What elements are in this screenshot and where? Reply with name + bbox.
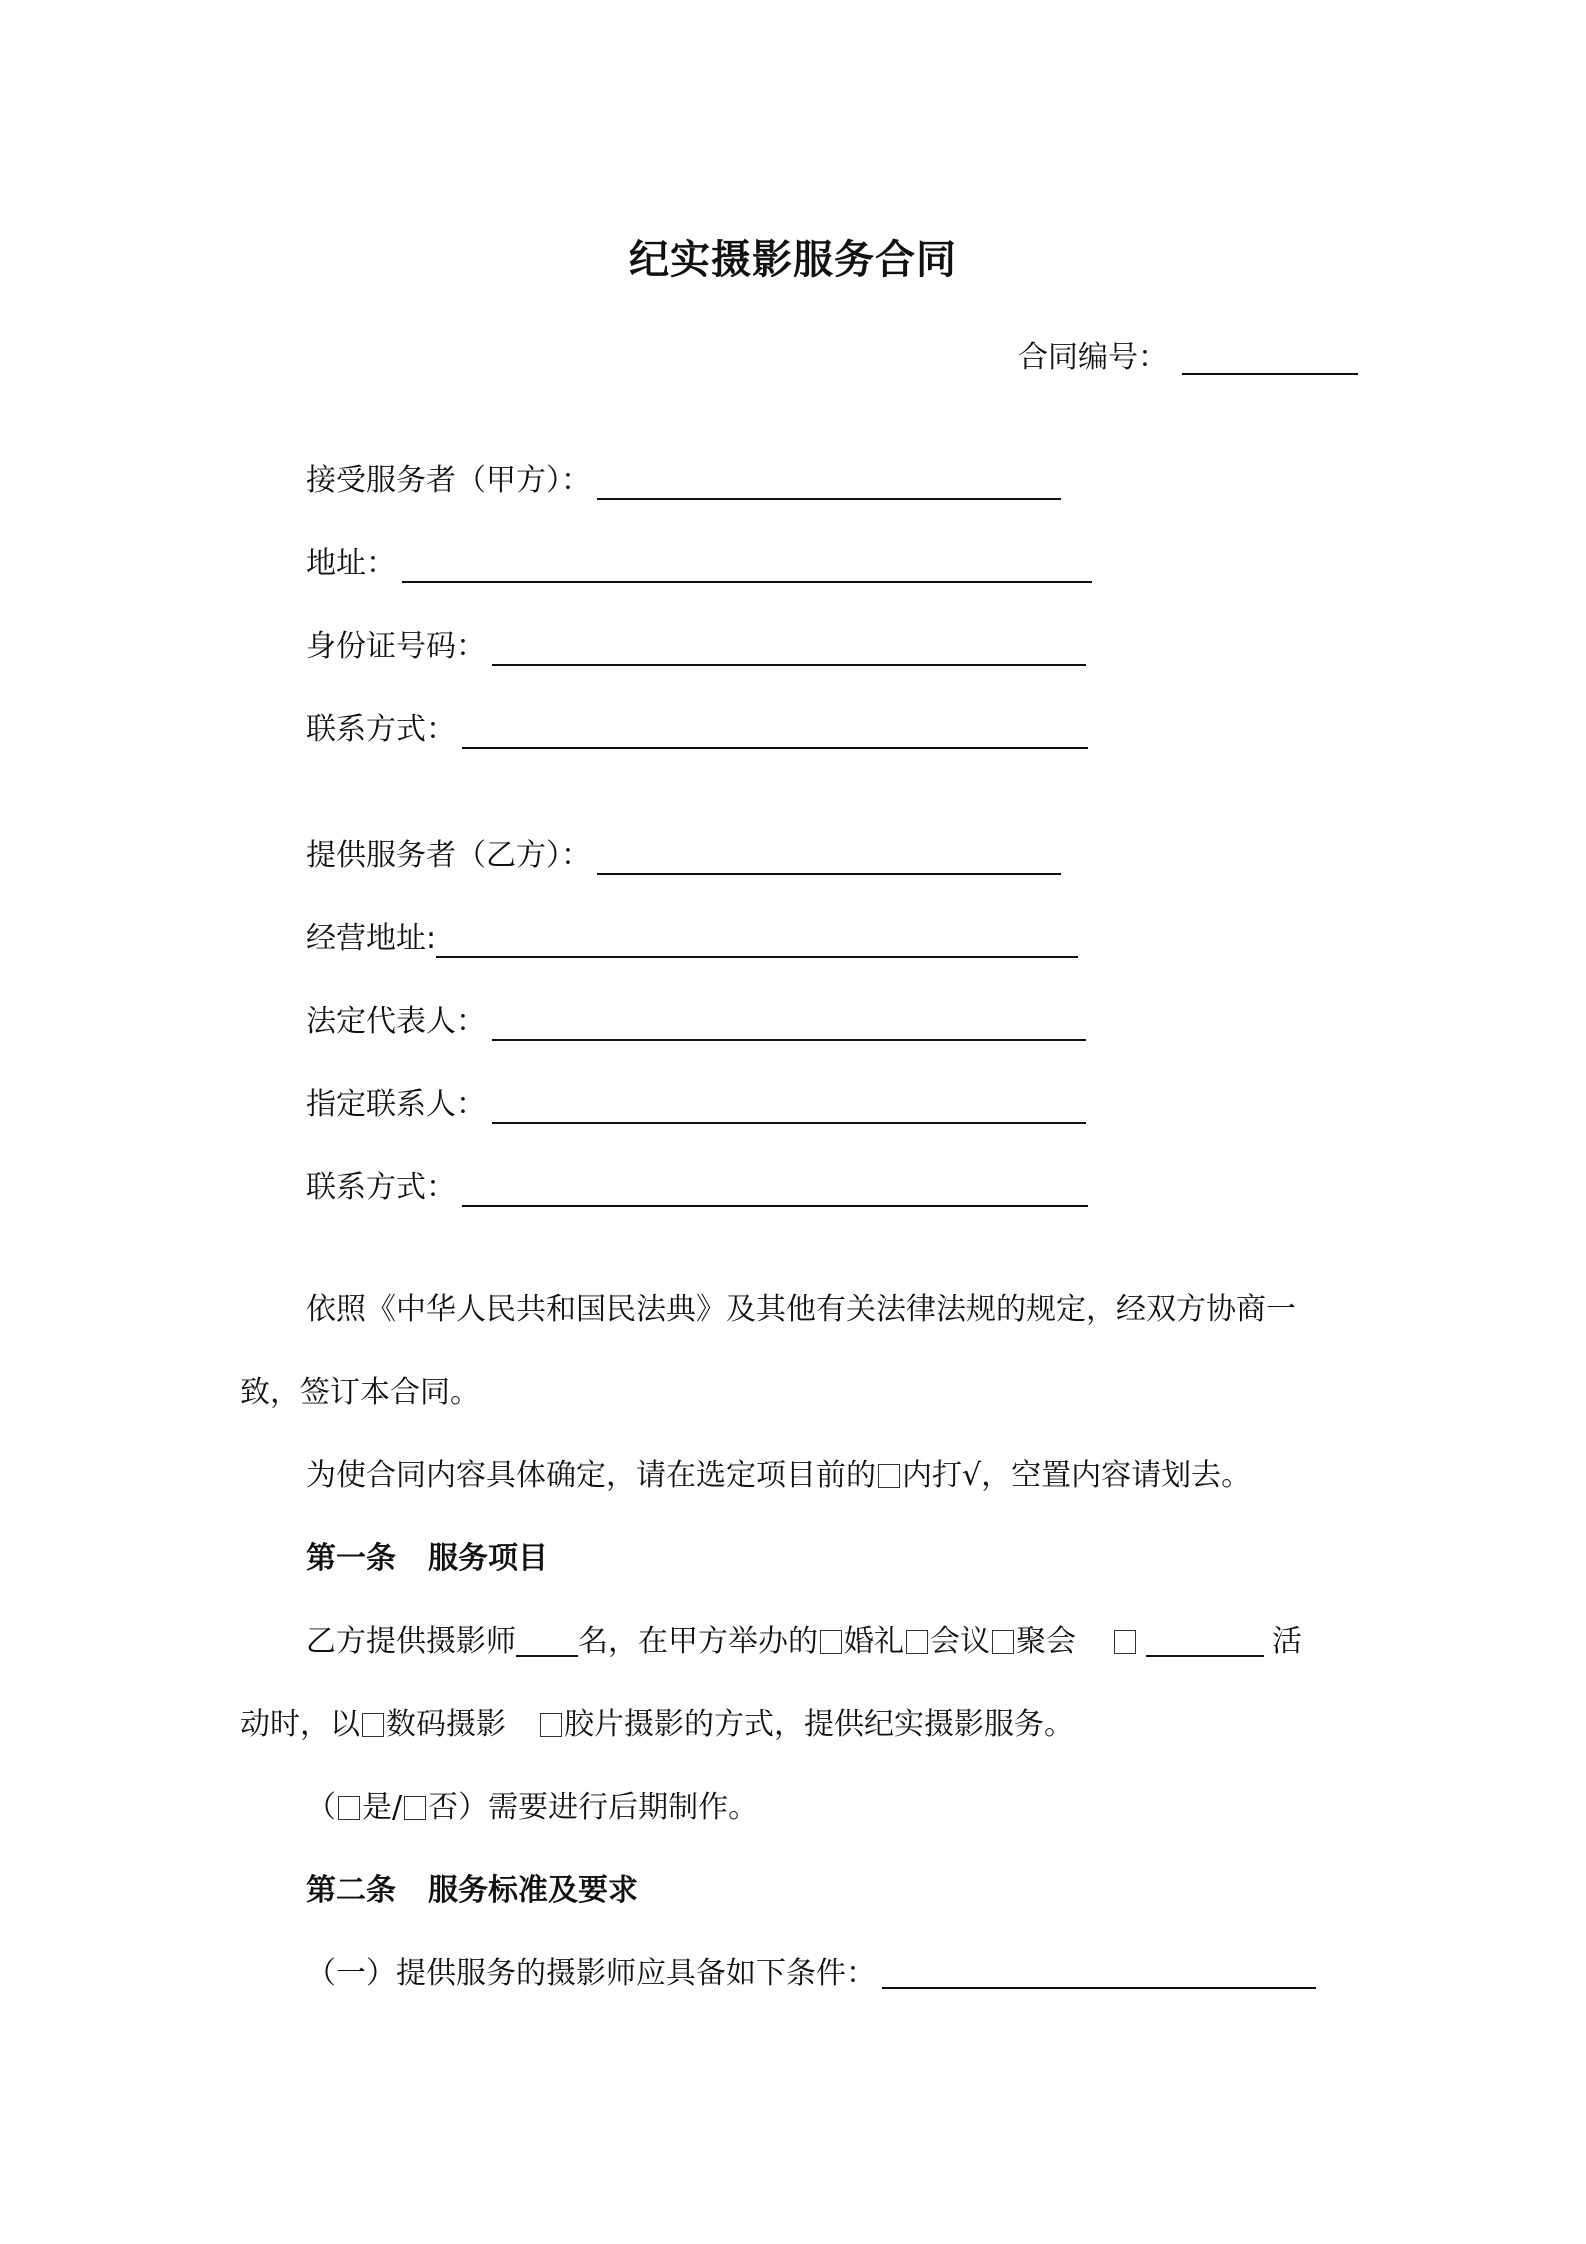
party-b-address-row [306,916,1078,959]
party-b-address-label: 经营地址: [306,921,437,956]
paren-open: （ [306,1790,336,1825]
article-1-text-c: 活 [1272,1624,1302,1659]
article-1-line-3 [306,1788,758,1828]
checkbox-example [878,1464,900,1488]
photographer-conditions-field[interactable] [882,1957,1316,1989]
article-1-number: 第一条 [306,1541,396,1576]
party-b-name-row [306,833,1061,876]
party-b-contact-person-row [306,1082,1086,1125]
other-event-checkbox[interactable] [1114,1630,1136,1654]
party-a-id-field[interactable] [492,634,1086,666]
party-checkbox[interactable] [992,1630,1014,1654]
party-a-address-row [306,541,1092,584]
instruction-pre: 为使合同内容具体确定，请在选定项目前的 [306,1458,876,1493]
party-b-name-label: 提供服务者（乙方）： [306,838,591,873]
party-a-contact-field[interactable] [462,717,1088,749]
party-b-contact-field[interactable] [462,1175,1088,1207]
article-1-line-1 [306,1622,1302,1662]
article-1-text-a: 乙方提供摄影师 [306,1624,516,1659]
party-b-legal-rep-field[interactable] [492,1009,1086,1041]
digital-checkbox[interactable] [362,1713,384,1737]
wedding-label: 婚礼 [844,1624,904,1659]
article-1-text-d: 动时，以 [240,1707,360,1742]
party-b-name-field[interactable] [597,843,1061,875]
film-label: 胶片摄影的方式，提供纪实摄影服务。 [564,1707,1074,1742]
party-a-address-label: 地址： [306,546,396,581]
contract-number-label: 合同编号： [1018,340,1168,375]
party-b-contact-label: 联系方式： [306,1170,456,1205]
instruction-post: 内打√，空置内容请划去。 [902,1458,1252,1493]
party-a-address-field[interactable] [402,551,1092,583]
article-2-title: 服务标准及要求 [428,1873,638,1908]
party-a-id-label: 身份证号码： [306,629,486,664]
photographer-count-field[interactable] [516,1625,578,1657]
article-1-heading [306,1539,548,1579]
party-b-legal-rep-row [306,999,1086,1042]
article-2-heading [306,1871,638,1911]
contract-number [1018,332,1358,376]
film-checkbox[interactable] [540,1713,562,1737]
postprod-yes-label: 是/ [362,1790,403,1825]
party-b-contact-row [306,1165,1088,1208]
postprod-yes-checkbox[interactable] [338,1796,360,1820]
postprod-no-label: 否）需要进行后期制作。 [428,1790,759,1825]
other-event-field[interactable] [1146,1625,1264,1657]
party-b-contact-person-label: 指定联系人： [306,1087,486,1122]
article-1-line-2 [240,1705,1074,1745]
meeting-label: 会议 [930,1624,990,1659]
party-a-name-row [306,458,1061,501]
intro-line-2: 致，签订本合同。 [240,1375,480,1410]
article-1-title: 服务项目 [428,1541,548,1576]
postprod-no-checkbox[interactable] [404,1796,426,1820]
digital-label: 数码摄影 [386,1707,506,1742]
party-label: 聚会 [1016,1624,1076,1659]
article-2-number: 第二条 [306,1873,396,1908]
wedding-checkbox[interactable] [820,1630,842,1654]
article-2-item-1-text: （一）提供服务的摄影师应具备如下条件： [306,1956,876,1991]
party-b-legal-rep-label: 法定代表人： [306,1004,486,1039]
article-2-item-1 [306,1954,1316,1994]
party-a-contact-label: 联系方式： [306,712,456,747]
instruction-line [306,1456,1251,1496]
contract-number-field[interactable] [1182,343,1358,375]
party-a-name-field[interactable] [597,468,1061,500]
article-1-text-b: 名，在甲方举办的 [578,1624,818,1659]
party-a-name-label: 接受服务者（甲方）： [306,463,591,498]
meeting-checkbox[interactable] [906,1630,928,1654]
party-a-contact-row [306,707,1088,750]
party-b-contact-person-field[interactable] [492,1092,1086,1124]
page-title: 纪实摄影服务合同 [629,237,957,283]
party-a-id-row [306,624,1086,667]
intro-line-1: 依照《中华人民共和国民法典》及其他有关法律法规的规定，经双方协商一 [306,1292,1296,1327]
party-b-address-field[interactable] [436,926,1078,958]
